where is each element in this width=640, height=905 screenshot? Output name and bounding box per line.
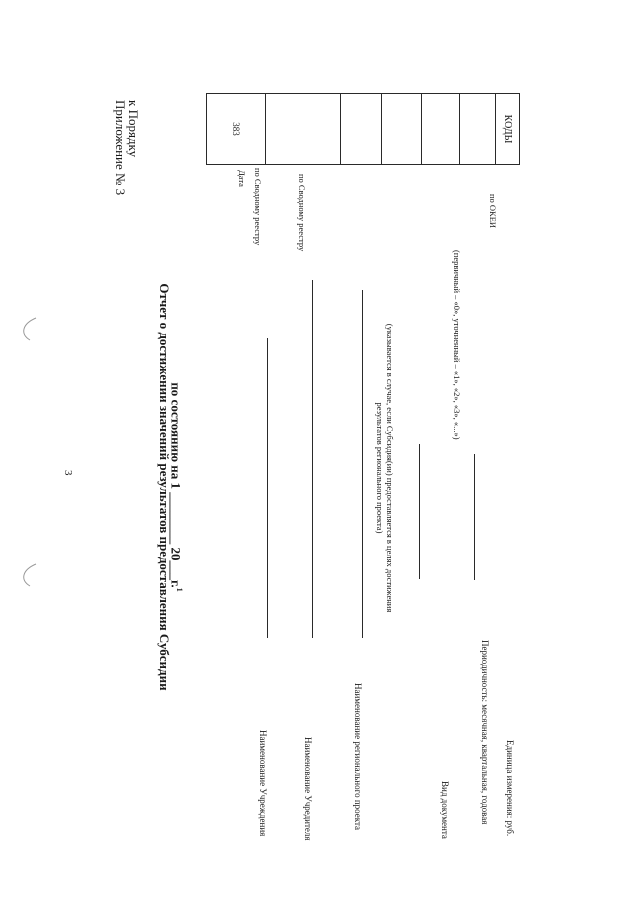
code-cell-institution[interactable] [422, 94, 460, 165]
report-title: Отчет о достижении значений результатов предоставления Субсидии [157, 283, 172, 691]
regional-project-note-line[interactable] [419, 444, 420, 579]
code-cell-founder[interactable] [382, 94, 422, 165]
code-cell-regional[interactable] [341, 94, 382, 165]
regional-project-label: Наименование регионального проекта [353, 683, 363, 831]
registry-label-founder: по Сводному реестру [297, 174, 307, 252]
founder-line[interactable] [312, 280, 313, 638]
punch-mark-icon [16, 560, 40, 590]
institution-line[interactable] [267, 338, 268, 638]
document-type-note: (первичный – «0», уточненный – «1», «2», «3», «...») [452, 250, 462, 440]
code-cell-document[interactable] [266, 94, 341, 165]
punch-mark-icon [16, 314, 40, 344]
codes-header: КОДЫ [496, 94, 520, 165]
codes-table [206, 93, 520, 165]
page-number: 3 [62, 470, 74, 476]
periodicity-label: Периодичность: месячная, квартальная, годовая [480, 640, 490, 825]
okei-label: по ОКЕИ [488, 194, 498, 229]
unit-label: Единица измерения: руб. [505, 740, 515, 837]
institution-label: Наименование Учреждения [258, 730, 268, 837]
regional-project-note [375, 258, 395, 678]
regional-note-line2: результатов регионального проекта) [375, 402, 385, 534]
document-type-label: Вид документа [440, 781, 450, 839]
regional-note-line1: (указывается в случае, если Субсидия(ии) предоставляется в целях достижения [385, 323, 395, 613]
regional-project-line[interactable] [362, 290, 363, 638]
date-label: Дата [237, 170, 247, 187]
document-type-line[interactable] [474, 454, 475, 580]
code-cell-okei: 383 [207, 94, 266, 165]
code-cell-date[interactable] [460, 94, 496, 165]
founder-label: Наименование Учредителя [303, 737, 313, 841]
appendix-title: Приложение № 3 [113, 100, 128, 196]
footnote-mark: 1 [175, 587, 184, 592]
appendix-subtitle: к Порядку [126, 100, 141, 158]
registry-label-institution: по Сводному реестру [253, 168, 263, 246]
report-date-text: по состоянию на 1 ________ 20___г. [168, 382, 184, 588]
report-date-line [169, 362, 187, 612]
